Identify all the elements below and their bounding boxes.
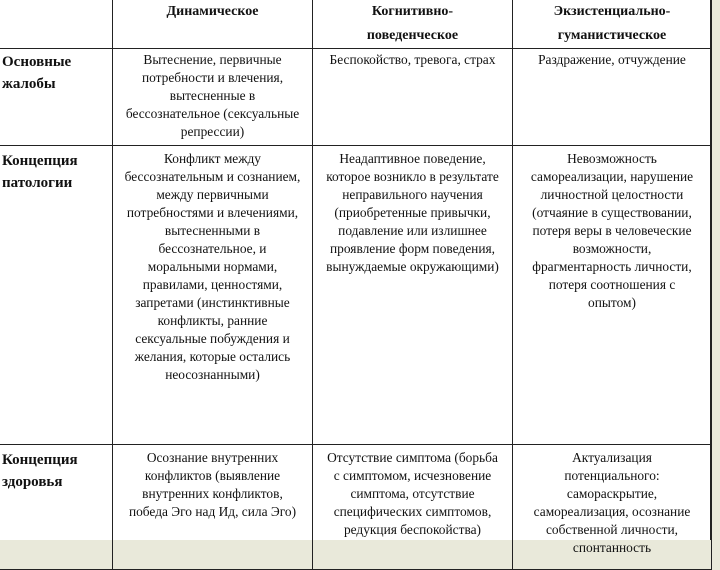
table-cell: Невозможность самореализации, нарушение личностной целостности (отчаяние в существовании, потеря веры в человеческие возможности, фрагментарность личности, потеря соотношения с опытом) [513, 146, 712, 445]
table-cell: Вытеснение, первичные потребности и влечения, вытесненные в бессознательное (сексуальные репрессии) [113, 49, 313, 146]
header-cognitive-behavioral: Когнитивно- поведенческое [313, 0, 513, 49]
table-cell: Отсутствие симптома (борьба с симптомом, исчезновение симптома, отсутствие специфических симптомов, редукция беспокойства) [313, 445, 513, 570]
table-row [0, 49, 712, 146]
header-empty [0, 0, 113, 49]
table-cell: Раздражение, отчуждение [513, 49, 712, 146]
table-cell: Беспокойство, тревога, страх [313, 49, 513, 146]
table-cell: Актуализация потенциального: самораскрытие, самореализация, осознание собственной личности, спонтанность [513, 445, 712, 570]
table-cell: Неадаптивное поведение, которое возникло в результате неправильного научения (приобретенные привычки, подавление или излишнее проявление форм поведения, вынуждаемые окружающими) [313, 146, 513, 445]
table-row [0, 445, 712, 570]
table-cell: Осознание внутренних конфликтов (выявление внутренних конфликтов, победа Эго над Ид, сила Эго) [113, 445, 313, 570]
row-label: Основные жалобы [0, 49, 113, 146]
row-label: Концепция патологии [0, 146, 113, 445]
row-label: Концепция здоровья [0, 445, 113, 570]
table-row [0, 146, 712, 445]
header-dynamic: Динамическое [113, 0, 313, 49]
header-row [0, 0, 712, 49]
header-existential-humanistic: Экзистенциально- гуманистическое [513, 0, 712, 49]
table-cell: Конфликт между бессознательным и сознанием, между первичными потребностями и влечениями, вытесненными в бессознательное, и моральными нормами, правилами, ценностями, запретами (инстинктивные конфликты, ранние сексуальные побуждения и желания, которые остались неосознанными) [113, 146, 313, 445]
